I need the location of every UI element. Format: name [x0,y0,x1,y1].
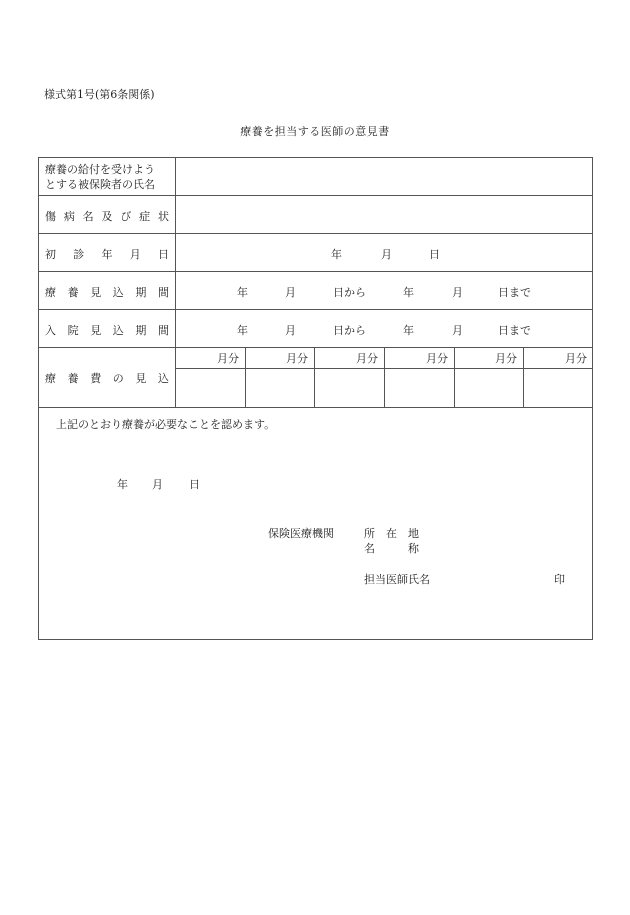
cost-field-6[interactable] [524,369,593,407]
cost-label: 療養費の見込 [45,372,169,385]
hospital-from-day: 日から [333,324,366,337]
hospital-to-year: 年 [403,324,414,337]
hospital-period-field[interactable] [176,310,593,347]
cost-month-unit-6: 月分 [565,352,587,365]
opinion-form-table [38,157,593,640]
institution-name-field[interactable] [434,538,584,554]
patient-name-field[interactable] [176,158,593,195]
hospital-to-day: 日まで [498,324,531,337]
form-number: 様式第1号(第6条関係) [44,88,155,101]
cost-month-unit-5: 月分 [495,352,517,365]
hospital-from-year: 年 [237,324,248,337]
document-title: 療養を担当する医師の意見書 [240,125,390,138]
first-visit-year: 年 [331,248,342,261]
treatment-to-day: 日まで [498,286,531,299]
address-field[interactable] [434,522,584,538]
cost-month-unit-4: 月分 [426,352,448,365]
injury-field[interactable] [176,196,593,233]
cost-month-unit-2: 月分 [286,352,308,365]
cost-month-unit-1: 月分 [217,352,239,365]
cost-month-unit-3: 月分 [356,352,378,365]
name-label: 名 称 [364,542,419,555]
treatment-to-month: 月 [452,286,463,299]
certification-date-field[interactable] [109,468,209,491]
cost-field-4[interactable] [385,369,454,407]
treatment-period-label: 療養見込期間 [45,286,169,299]
injury-label: 傷病名及び症状 [45,210,169,223]
doctor-name-field[interactable] [439,568,549,584]
first-visit-day: 日 [429,248,440,261]
cost-field-5[interactable] [455,369,523,407]
first-visit-month: 月 [381,248,392,261]
treatment-from-month: 月 [285,286,296,299]
first-visit-field[interactable] [176,234,593,271]
patient-name-label-line2: とする被保険者の氏名 [45,178,155,191]
cert-day: 日 [189,478,200,491]
hospital-period-label: 入院見込期間 [45,324,169,337]
cert-month: 月 [152,478,163,491]
cost-field-3[interactable] [315,369,384,407]
treatment-period-field[interactable] [176,272,593,309]
patient-name-label-line1: 療養の給付を受けよう [45,163,155,176]
cost-field-2[interactable] [246,369,314,407]
cert-year: 年 [117,478,128,491]
treatment-from-day: 日から [333,286,366,299]
certification-statement: 上記のとおり療養が必要なことを認めます。 [56,418,276,431]
hospital-from-month: 月 [285,324,296,337]
treatment-to-year: 年 [403,286,414,299]
hospital-to-month: 月 [452,324,463,337]
first-visit-label: 初診年月日 [45,248,169,261]
cost-field-1[interactable] [176,369,245,407]
seal-mark: 印 [554,573,565,586]
doctor-name-label: 担当医師氏名 [364,573,430,586]
address-label: 所 在 地 [364,527,419,540]
institution-label: 保険医療機関 [268,527,334,540]
treatment-from-year: 年 [237,286,248,299]
